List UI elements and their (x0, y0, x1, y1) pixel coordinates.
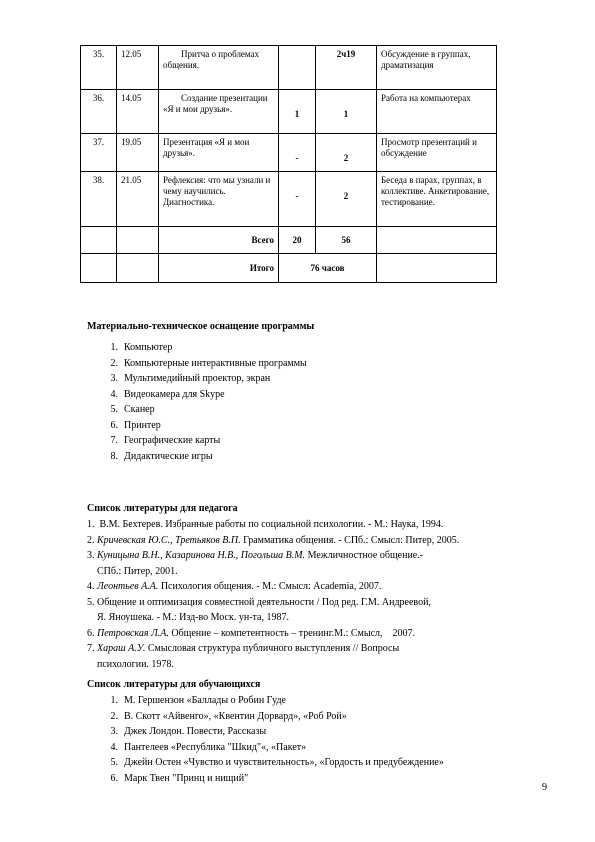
table-row (81, 134, 497, 172)
row-theory-hours: - (279, 134, 316, 172)
row-form: Работа на компьютерах (377, 90, 497, 134)
row-date: 19.05 (117, 134, 159, 172)
student-literature-list (98, 693, 444, 786)
total-theory: 20 (279, 227, 316, 254)
row-number: 35. (81, 46, 117, 90)
list-item: 2. Кричевская Ю.С., Третьяков В.П. Грамматика общения. - СПб.: Смысл: Питер, 2005. (87, 534, 460, 546)
list-item: 4. Пантелеев «Республика "Шкид"«, «Пакет» (110, 741, 307, 753)
list-item: 2. В. Скотт «Айвенго», «Квентин Дорвард», «Роб Рой» (110, 710, 347, 722)
row-topic: Рефлексия: что мы узнали и чему научились. Диагностика. (159, 172, 279, 227)
list-item: 4. Леонтьев А.А. Психология общения. - М.: Смысл: Academia, 2007. (87, 581, 382, 592)
row-theory-hours: - (279, 172, 316, 227)
list-item: 1. М. Гершензон «Баллады о Робин Гуде (110, 695, 286, 706)
list-item: 3. Куницына В.Н., Казаринова Н.В., Погольша В.М. Межличностное общение.- СПб.: Питер, 2001. (87, 550, 424, 577)
table-row (81, 46, 497, 90)
list-item: 5. Джейн Остен «Чувство и чувствительность», «Гордость и предубеждение» (110, 757, 444, 768)
student-literature-title: Список литературы для обучающихся (87, 679, 261, 690)
row-theory-hours (279, 46, 316, 90)
total-row (81, 227, 497, 254)
table-row (81, 172, 497, 227)
list-item: 3. Джек Лондон. Повести, Рассказы (110, 726, 267, 737)
list-item: 6. Петровская Л.А. Общение – компетентность – тренинг.М.: Смысл, 2007. (87, 627, 416, 639)
list-item: 5. Сканер (110, 404, 155, 415)
row-date: 12.05 (117, 46, 159, 90)
teacher-literature-list (87, 517, 527, 672)
list-item: 8. Дидактические игры (110, 450, 213, 462)
list-item: 7. Хараш А.У. Смысловая структура публичного выступления // Вопросы психологии. 1978. (87, 643, 400, 670)
list-item: 1. В.М. Бехтерев. Избранные работы по социальной психологии. - М.: Наука, 1994. (87, 519, 444, 530)
row-practice-hours: 2 (316, 134, 377, 172)
teacher-literature-title: Список литературы для педагога (87, 503, 238, 514)
row-practice-hours: 1 (316, 90, 377, 134)
row-number: 38. (81, 172, 117, 227)
lesson-plan-table (80, 45, 497, 283)
row-date: 14.05 (117, 90, 159, 134)
list-item: 2. Компьютерные интерактивные программы (110, 357, 307, 369)
row-number: 37. (81, 134, 117, 172)
row-number: 36. (81, 90, 117, 134)
equipment-title: Материально-техническое оснащение программы (87, 321, 315, 332)
list-item: 1. Компьютер (110, 342, 173, 353)
list-item: 3. Мультимедийный проектор, экран (110, 373, 271, 384)
row-form: Обсуждение в группах, драматизация (377, 46, 497, 90)
row-topic: Создание презентации «Я и мои друзья». (159, 90, 279, 134)
row-practice-hours: 2 (316, 172, 377, 227)
row-form: Просмотр презентаций и обсуждение (377, 134, 497, 172)
row-date: 21.05 (117, 172, 159, 227)
page-number: 9 (542, 782, 547, 793)
grand-total-value: 76 часов (279, 254, 377, 283)
grand-total-row (81, 254, 497, 283)
list-item: 6. Принтер (110, 419, 161, 431)
equipment-list (98, 340, 307, 464)
total-label: Всего (159, 227, 279, 254)
list-item: 7. Географические карты (110, 435, 221, 446)
table-row (81, 90, 497, 134)
list-item: 5. Общение и оптимизация совместной деятельности / Под ред. Г.М. Андреевой, Я. Яноушека. - М.: Изд-во Моск. ун-та, 1987. (87, 596, 431, 623)
list-item: 6. Марк Твен "Принц и нищий" (110, 772, 249, 784)
list-item: 4. Видеокамера для Skype (110, 388, 225, 400)
total-practice: 56 (316, 227, 377, 254)
row-practice-hours: 2ч19 (316, 46, 377, 90)
row-topic: Презентация «Я и мои друзья». (159, 134, 279, 172)
row-form: Беседа в парах, группах, в коллективе. Анкетирование, тестирование. (377, 172, 497, 227)
grand-total-label: Итого (159, 254, 279, 283)
row-topic: Притча о проблемах общения. (159, 46, 279, 90)
row-theory-hours: 1 (279, 90, 316, 134)
